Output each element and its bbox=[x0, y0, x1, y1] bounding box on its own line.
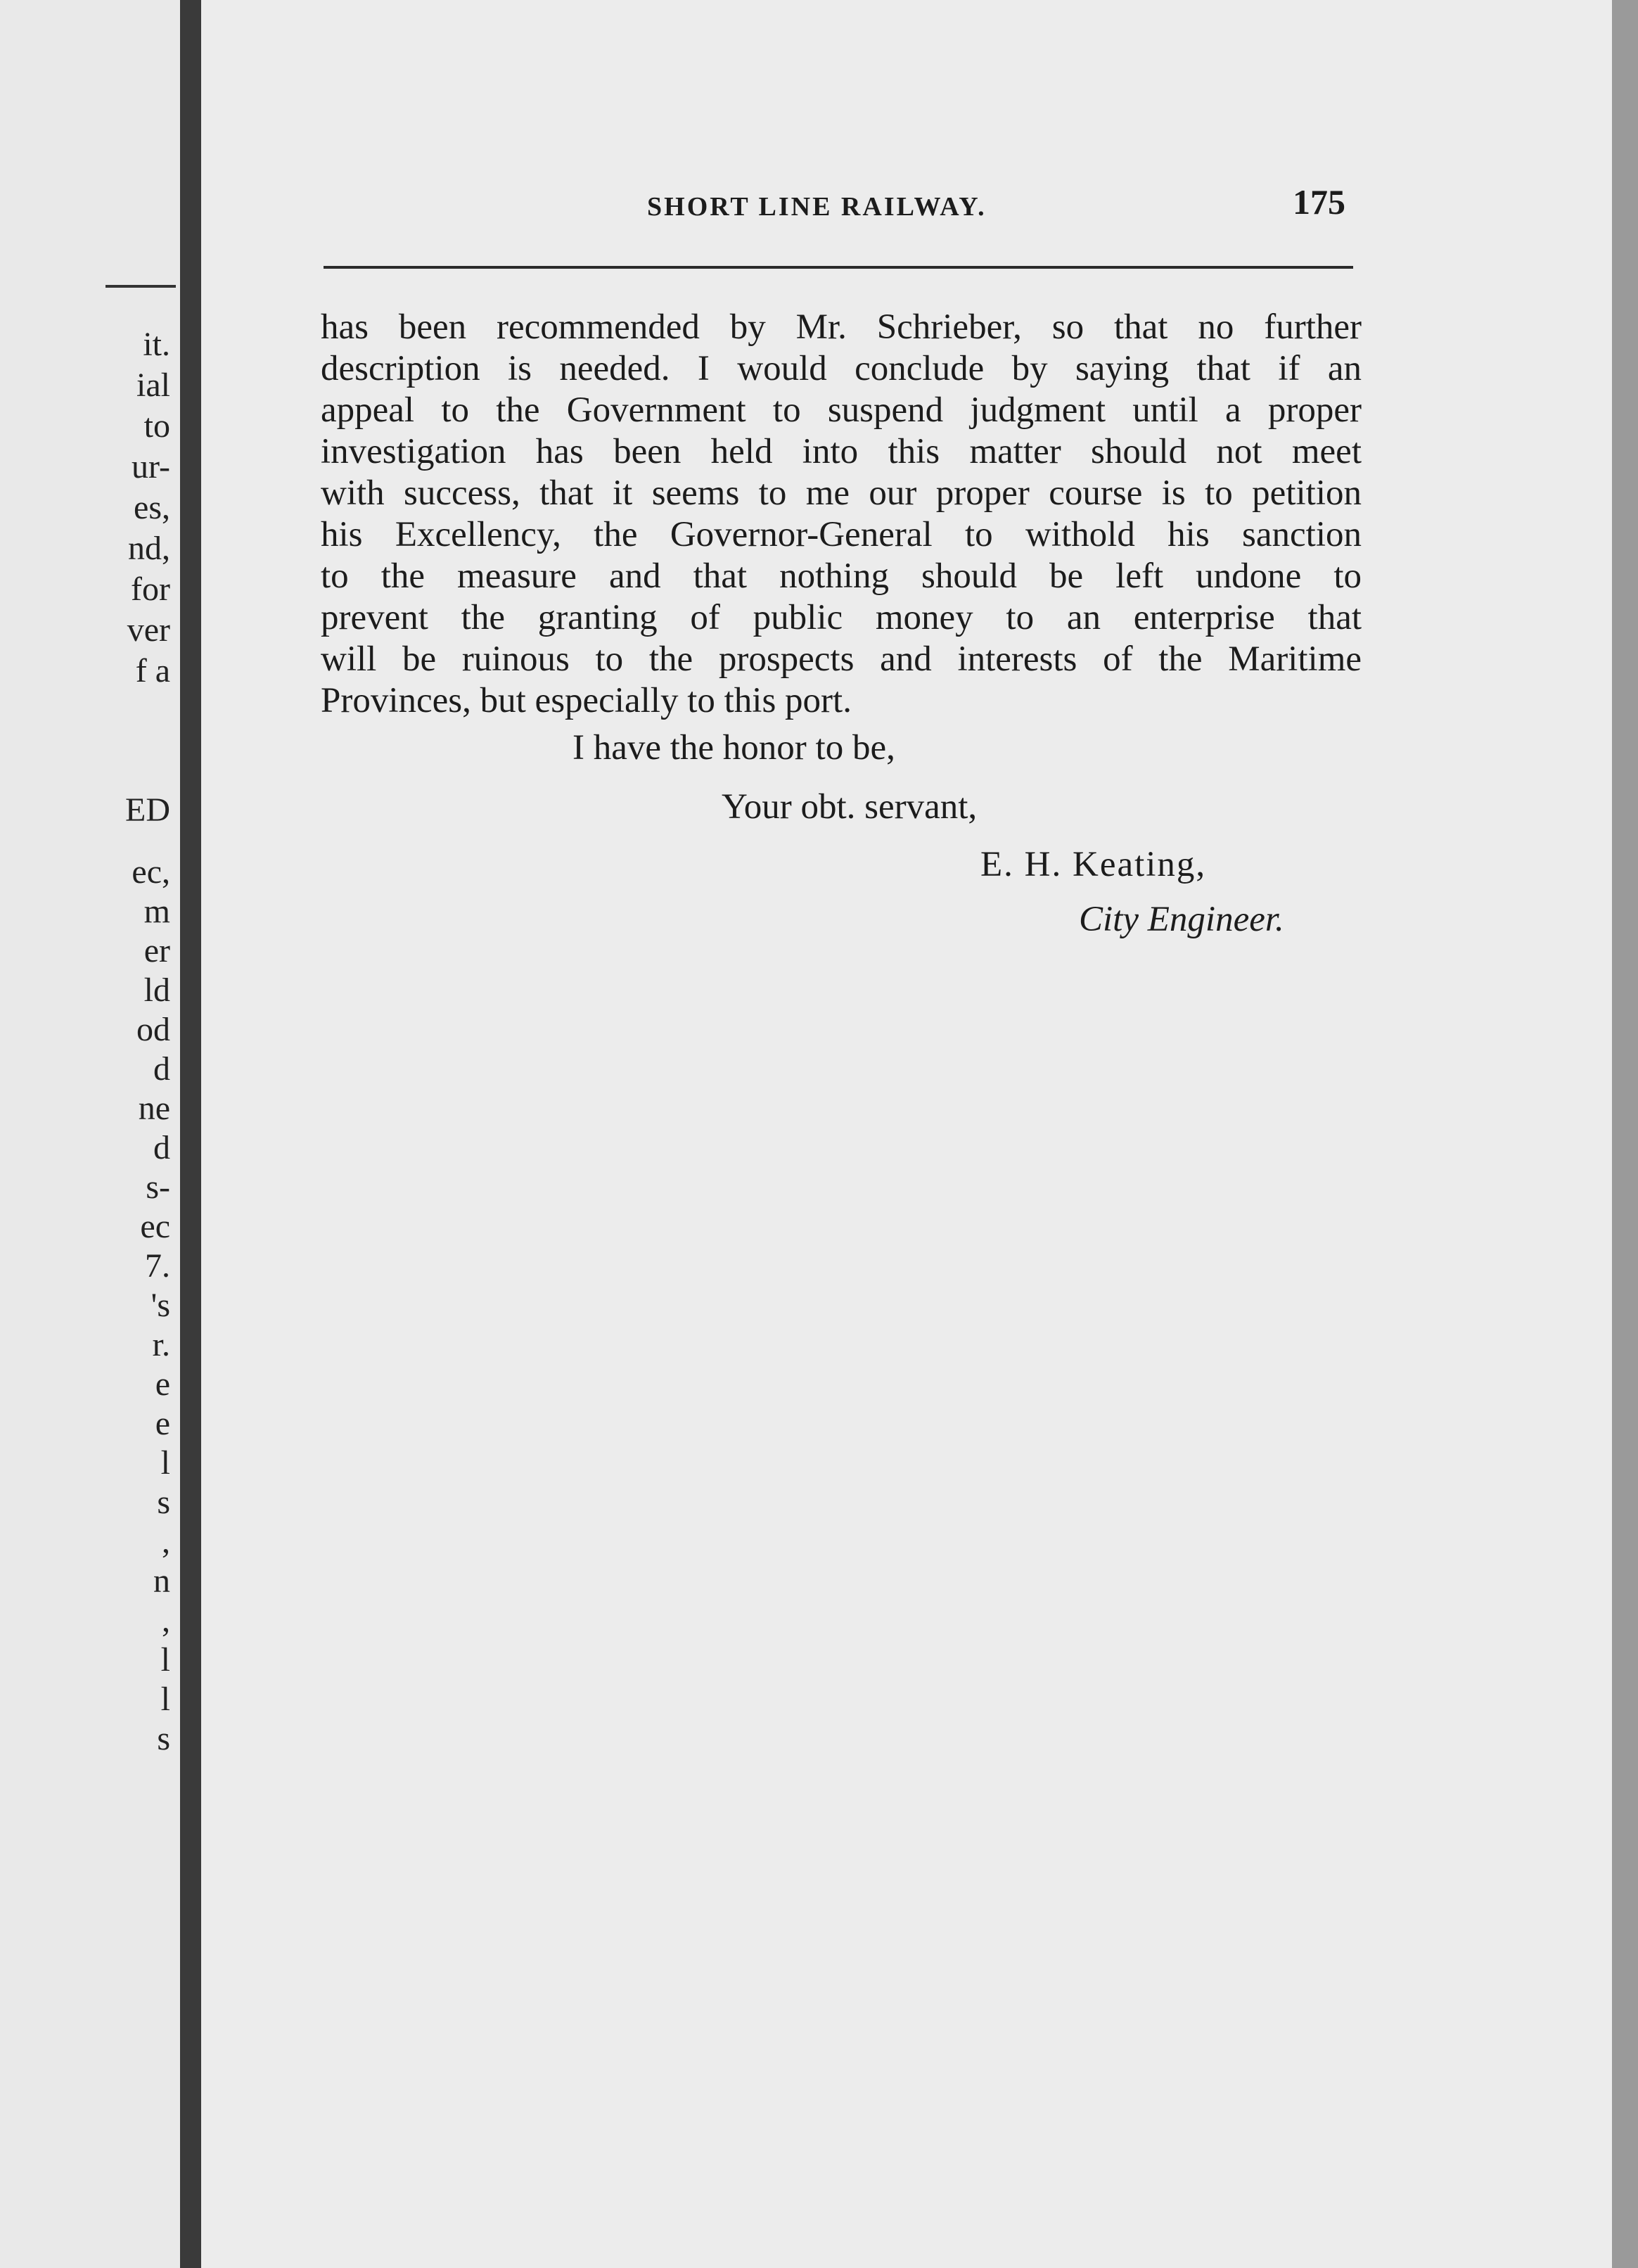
closing-salutation: I have the honor to be, bbox=[572, 728, 895, 767]
facing-page-fragment: ED bbox=[125, 791, 170, 829]
facing-page-fragment: s- bbox=[146, 1168, 170, 1206]
facing-page-fragment: ec bbox=[140, 1208, 170, 1245]
body-line: prevent the granting of public money to an enterprise that bbox=[321, 598, 1362, 637]
body-line: will be ruinous to the prospects and interests of the Maritime bbox=[321, 639, 1362, 679]
facing-page-fragment: , bbox=[162, 1523, 170, 1560]
facing-page-fragment: s bbox=[157, 1720, 170, 1757]
facing-page-fragment: n bbox=[153, 1562, 170, 1600]
running-head: SHORT LINE RAILWAY. bbox=[647, 192, 987, 222]
facing-page-fragment: to bbox=[143, 407, 170, 445]
facing-page-fragment: , bbox=[162, 1602, 170, 1639]
facing-page-fragment: m bbox=[143, 893, 170, 930]
facing-page-fragment: for bbox=[131, 571, 170, 608]
facing-page-fragment: nd, bbox=[128, 530, 170, 567]
body-line: has been recommended by Mr. Schrieber, so that no further bbox=[321, 307, 1362, 347]
header-rule bbox=[324, 266, 1353, 269]
body-line: to the measure and that nothing should be left undone to bbox=[321, 556, 1362, 596]
body-line: appeal to the Government to suspend judgment until a proper bbox=[321, 390, 1362, 430]
facing-page-fragment: d bbox=[153, 1129, 170, 1166]
body-line: his Excellency, the Governor-General to withold his sanction bbox=[321, 515, 1362, 554]
body-line: investigation has been held into this matter should not meet bbox=[321, 432, 1362, 471]
facing-page-fragment: r. bbox=[152, 1326, 170, 1363]
facing-page-fragment: l bbox=[160, 1444, 170, 1482]
page-number: 175 bbox=[1293, 182, 1345, 222]
facing-page-fragment: er bbox=[143, 932, 170, 969]
facing-page-fragment: 7. bbox=[145, 1247, 170, 1285]
facing-page-fragment: s bbox=[157, 1484, 170, 1521]
facing-page-fragment: es, bbox=[134, 489, 170, 526]
facing-page-fragment: 's bbox=[151, 1287, 170, 1324]
facing-page-rule bbox=[105, 285, 176, 288]
facing-page-fragment: e bbox=[155, 1365, 170, 1403]
facing-page-fragment: l bbox=[160, 1641, 170, 1678]
body-line: Provinces, but especially to this port. bbox=[321, 681, 852, 720]
facing-page-fragment: ec, bbox=[132, 853, 170, 891]
facing-page-fragment: f a bbox=[135, 652, 170, 689]
body-line: description is needed. I would conclude by saying that if an bbox=[321, 349, 1362, 388]
facing-page-fragment: ur- bbox=[131, 448, 170, 485]
facing-page-fragment: it. bbox=[143, 326, 170, 363]
facing-page-fragment: e bbox=[155, 1405, 170, 1442]
facing-page-fragment: ld bbox=[143, 971, 170, 1009]
facing-page-fragment: ne bbox=[138, 1090, 170, 1127]
body-line: with success, that it seems to me our proper course is to petition bbox=[321, 473, 1362, 513]
page-gutter-line bbox=[180, 0, 201, 2268]
facing-page-fragment: ver bbox=[127, 611, 170, 649]
letter-body bbox=[321, 307, 1362, 722]
facing-page-edge bbox=[0, 0, 180, 2268]
facing-page-fragment: l bbox=[160, 1681, 170, 1718]
facing-page-fragment: od bbox=[136, 1011, 170, 1048]
facing-page-fragment: d bbox=[153, 1050, 170, 1088]
closing-valediction: Your obt. servant, bbox=[722, 787, 978, 827]
facing-page-fragment: ial bbox=[136, 367, 170, 404]
page-edge-shadow bbox=[1612, 0, 1638, 2268]
signatory-title: City Engineer. bbox=[1079, 900, 1284, 939]
signatory-name: E. H. Keating, bbox=[980, 845, 1207, 884]
